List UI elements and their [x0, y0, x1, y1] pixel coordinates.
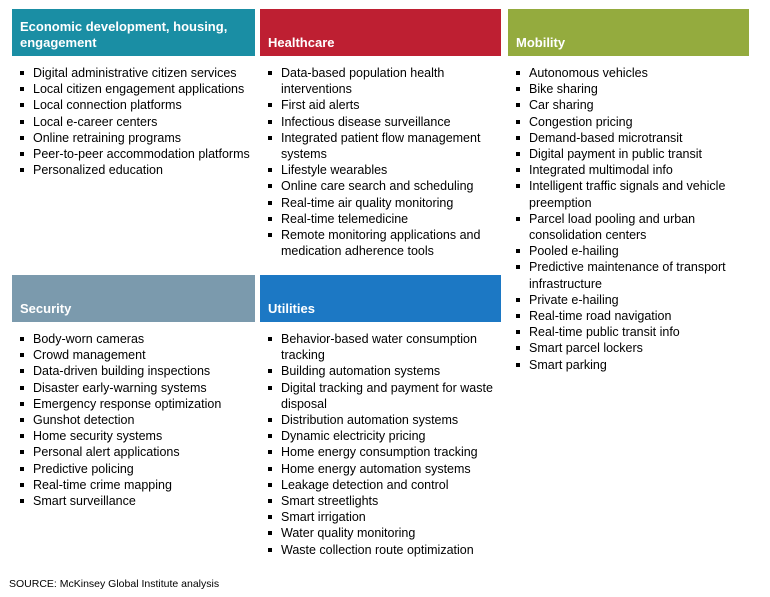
list-item: Local e-career centers	[12, 114, 255, 130]
item-list	[508, 56, 749, 373]
list-item: Smart irrigation	[260, 509, 501, 525]
source-note: SOURCE: McKinsey Global Institute analysis	[9, 578, 220, 590]
list-item: Remote monitoring applications and medication adherence tools	[260, 227, 501, 259]
panel-header	[260, 275, 501, 322]
list-item: Real-time crime mapping	[12, 477, 255, 493]
list-item: Smart parcel lockers	[508, 340, 749, 356]
list-item: Emergency response optimization	[12, 396, 255, 412]
list-item: Personal alert applications	[12, 444, 255, 460]
list-item: Car sharing	[508, 97, 749, 113]
panel-title: Utilities	[268, 301, 315, 316]
panel-security	[12, 275, 255, 509]
list-item: Real-time air quality monitoring	[260, 195, 501, 211]
list-item: Peer-to-peer accommodation platforms	[12, 146, 255, 162]
panel-title: Healthcare	[268, 35, 335, 50]
list-item: Leakage detection and control	[260, 477, 501, 493]
panel-header	[12, 275, 255, 322]
list-item: Predictive policing	[12, 461, 255, 477]
list-item: Online care search and scheduling	[260, 178, 501, 194]
list-item: Personalized education	[12, 162, 255, 178]
panel-economic-development	[12, 9, 255, 178]
list-item: Smart surveillance	[12, 493, 255, 509]
list-item: Real-time road navigation	[508, 308, 749, 324]
list-item: First aid alerts	[260, 97, 501, 113]
panel-mobility	[508, 9, 749, 373]
panel-title: Security	[20, 301, 72, 316]
panel-healthcare	[260, 9, 501, 259]
list-item: Gunshot detection	[12, 412, 255, 428]
panel-title: Mobility	[516, 35, 566, 50]
list-item: Waste collection route optimization	[260, 542, 501, 558]
list-item: Demand-based microtransit	[508, 130, 749, 146]
list-item: Real-time public transit info	[508, 324, 749, 340]
list-item: Autonomous vehicles	[508, 65, 749, 81]
list-item: Integrated multimodal info	[508, 162, 749, 178]
list-item: Private e-hailing	[508, 292, 749, 308]
item-list	[260, 56, 501, 259]
list-item: Parcel load pooling and urban consolidation centers	[508, 211, 749, 243]
list-item: Digital tracking and payment for waste disposal	[260, 380, 501, 412]
item-list	[12, 56, 255, 178]
list-item: Real-time telemedicine	[260, 211, 501, 227]
list-item: Building automation systems	[260, 363, 501, 379]
list-item: Home security systems	[12, 428, 255, 444]
list-item: Intelligent traffic signals and vehicle preemption	[508, 178, 749, 210]
list-item: Bike sharing	[508, 81, 749, 97]
list-item: Smart streetlights	[260, 493, 501, 509]
item-list	[12, 322, 255, 509]
list-item: Body-worn cameras	[12, 331, 255, 347]
panel-header	[12, 9, 255, 56]
list-item: Online retraining programs	[12, 130, 255, 146]
list-item: Predictive maintenance of transport infrastructure	[508, 259, 749, 291]
list-item: Crowd management	[12, 347, 255, 363]
list-item: Digital payment in public transit	[508, 146, 749, 162]
list-item: Data-based population health interventions	[260, 65, 501, 97]
list-item: Integrated patient flow management systems	[260, 130, 501, 162]
item-list	[260, 322, 501, 558]
list-item: Lifestyle wearables	[260, 162, 501, 178]
list-item: Congestion pricing	[508, 114, 749, 130]
list-item: Disaster early-warning systems	[12, 380, 255, 396]
list-item: Local citizen engagement applications	[12, 81, 255, 97]
list-item: Data-driven building inspections	[12, 363, 255, 379]
list-item: Distribution automation systems	[260, 412, 501, 428]
panel-header	[508, 9, 749, 56]
list-item: Home energy automation systems	[260, 461, 501, 477]
panel-utilities	[260, 275, 501, 558]
panel-header	[260, 9, 501, 56]
list-item: Digital administrative citizen services	[12, 65, 255, 81]
list-item: Infectious disease surveillance	[260, 114, 501, 130]
list-item: Behavior-based water consumption tracking	[260, 331, 501, 363]
list-item: Pooled e-hailing	[508, 243, 749, 259]
list-item: Water quality monitoring	[260, 525, 501, 541]
panel-title: Economic development, housing, engagement	[20, 19, 228, 50]
list-item: Smart parking	[508, 357, 749, 373]
list-item: Home energy consumption tracking	[260, 444, 501, 460]
list-item: Dynamic electricity pricing	[260, 428, 501, 444]
list-item: Local connection platforms	[12, 97, 255, 113]
